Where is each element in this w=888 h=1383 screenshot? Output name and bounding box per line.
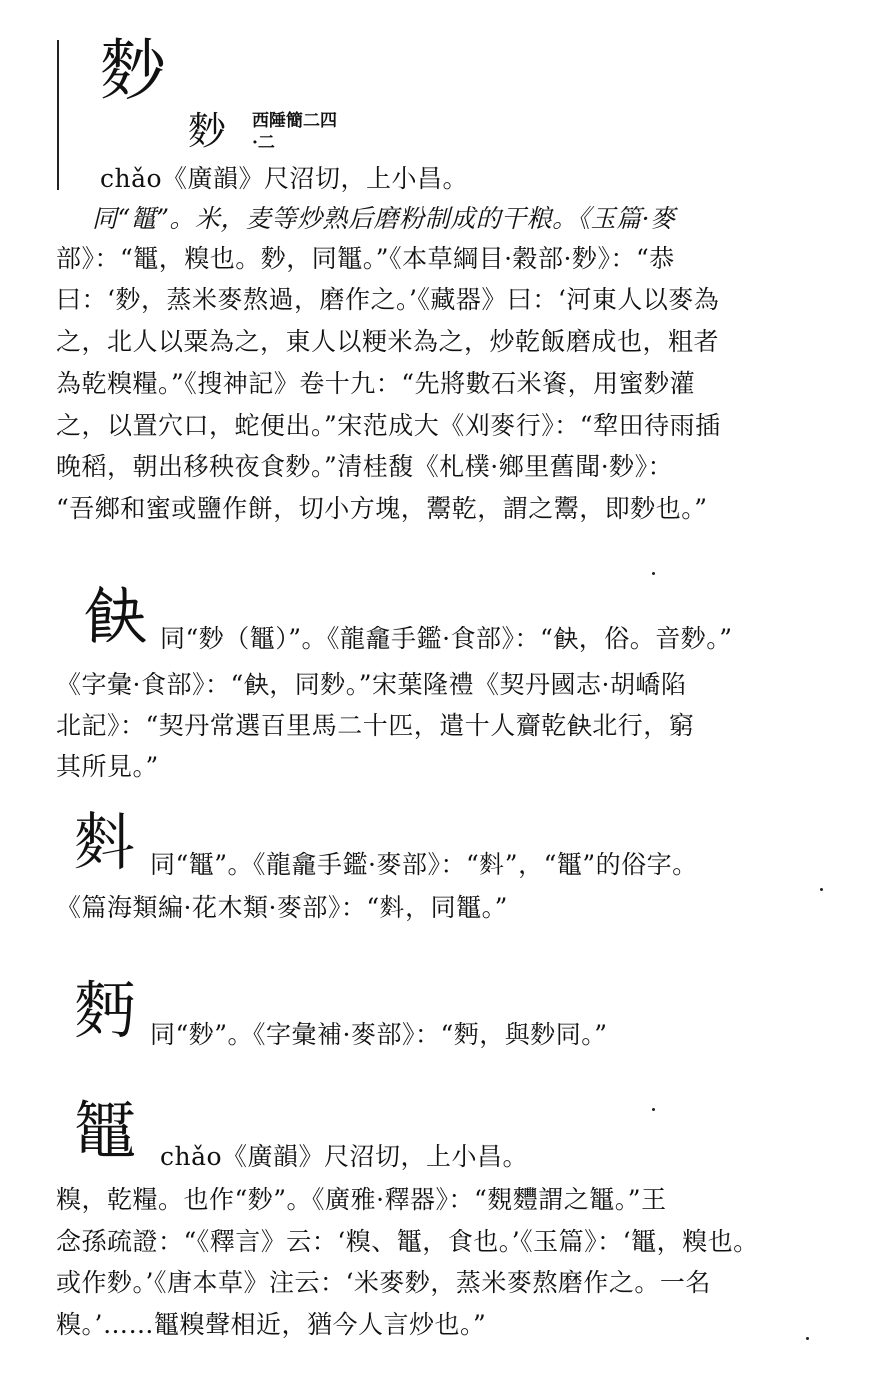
entry-3-line-2: 《篇海類編·花木類·麥部》：“𪌉，同䵹。”: [56, 893, 508, 922]
entry-2-line-4: 其所見。”: [56, 752, 159, 781]
scan-speck: [806, 1337, 809, 1340]
entry-1-line-3: 曰：‘麨，蒸米麥熬過，磨作之。’《藏器》曰：‘河東人以麥為: [56, 285, 720, 314]
variant-source-1b: ·二: [252, 133, 275, 153]
headword-4: 麪: [74, 974, 137, 1047]
pronunciation-5: chǎo《廣韻》尺沼切，上小昌。: [160, 1142, 529, 1171]
entry-1-line-2: 部》：“䵹，糗也。麨，同䵹。”《本草綱目·穀部·麨》：“恭: [56, 244, 675, 273]
headword-1: 麨: [100, 32, 166, 109]
entry-2-line-1: 同“麨（䵹）”。《龍龕手鑑·食部》：“𩚟，俗。音麨。”: [160, 624, 733, 653]
variant-form-1: 麨: [188, 109, 227, 153]
entry-5-line-4: 糗。’……䵹糗聲相近，猶今人言炒也。”: [56, 1310, 487, 1339]
variant-source-1: 西陲簡二四: [252, 111, 337, 131]
headword-2: 𩚟: [84, 579, 147, 652]
entry-5-line-2: 念孫疏證：“《釋言》云：‘糗、䵹，食也。’《玉篇》：‘䵹，糗也。: [56, 1227, 759, 1256]
entry-1-line-8: “吾鄉和蜜或鹽作餅，切小方塊，䰞乾，謂之䰞，即麨也。”: [56, 494, 708, 523]
entry-1-line-1: 同“䵹”。米，麦等炒熟后磨粉制成的干粮。《玉篇·麥: [92, 204, 676, 233]
pronunciation-1: chǎo《廣韻》尺沼切，上小昌。: [100, 164, 469, 193]
entry-2-line-2: 《字彙·食部》：“𩚟，同麨。”宋葉隆禮《契丹國志·胡嶠陷: [56, 670, 687, 699]
scan-speck: [652, 1108, 655, 1111]
entry-1-line-7: 晚稻，朝出移秧夜食麨。”清桂馥《札樸·鄉里舊聞·麨》：: [56, 452, 674, 481]
scan-speck: [652, 572, 655, 575]
entry-5-line-3: 或作麨。’《唐本草》注云：‘米麥麨，蒸米麥熬磨作之。一名: [56, 1268, 711, 1297]
entry-1-line-4: 之，北人以粟為之，東人以粳米為之，炒乾飯磨成也，粗者: [56, 327, 720, 356]
headword-5: 䵹: [74, 1094, 137, 1167]
entry-2-line-3: 北記》：“契丹常選百里馬二十匹，遣十人齎乾𩚟北行，窮: [56, 711, 695, 740]
entry-1-line-5: 為乾糗糧。”《搜神記》卷十九：“先將數石米餈，用蜜麨灌: [56, 369, 696, 398]
scan-speck: [820, 888, 823, 891]
entry-4-line-1: 同“麨”。《字彙補·麥部》：“麪，與麨同。”: [150, 1020, 608, 1049]
entry-1-line-6: 之，以置穴口，蛇便出。”宋范成大《刈麥行》：“犂田待雨插: [56, 411, 721, 440]
entry-5-line-1: 糗，乾糧。也作“麨”。《廣雅·釋器》：“麲麷謂之䵹。”王: [56, 1185, 667, 1214]
entry-3-line-1: 同“䵹”。《龍龕手鑑·麥部》：“𪌉”，“䵹”的俗字。: [150, 850, 698, 879]
headword-3: 𪌉: [74, 806, 137, 879]
margin-rule: [57, 40, 59, 190]
